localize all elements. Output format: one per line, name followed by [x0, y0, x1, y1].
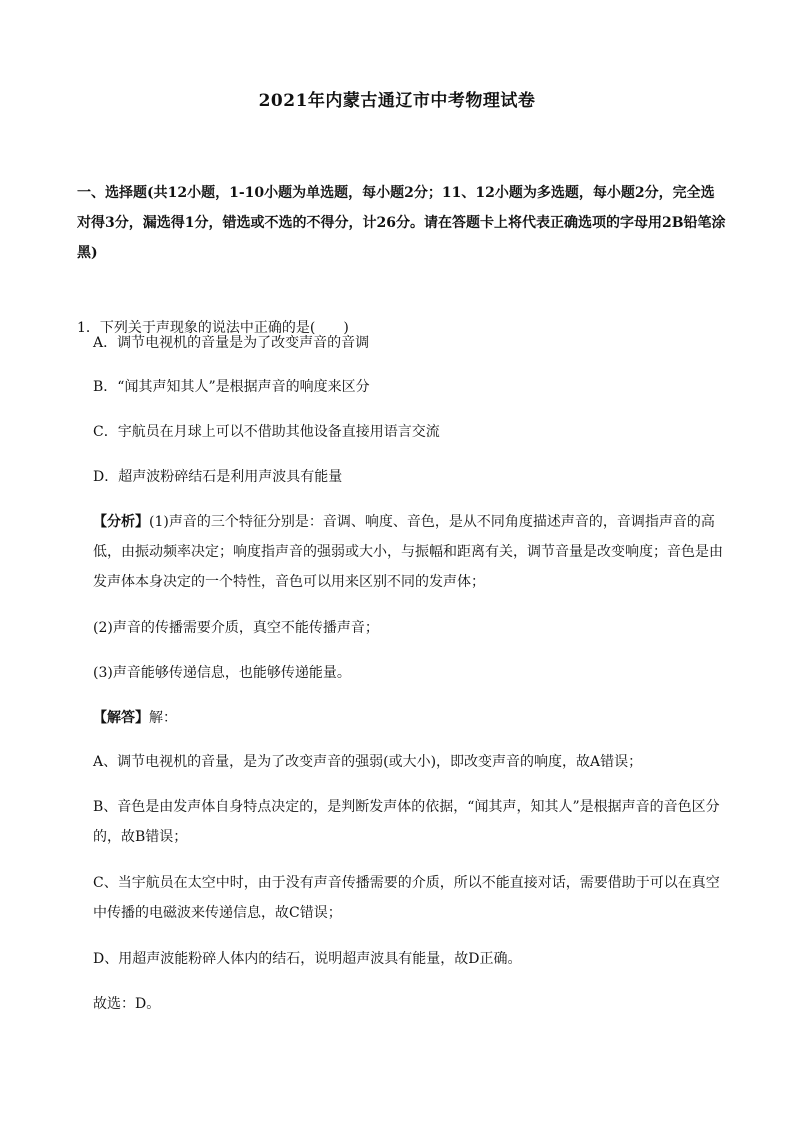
analysis-paragraph-1 [93, 507, 733, 597]
analysis-paragraph-3: (3)声音能够传递信息，也能够传递能量。 [93, 665, 351, 681]
analysis-tag: 【分析】 [93, 514, 149, 530]
question-stem: 1．下列关于声现象的说法中正确的是( ) [77, 320, 349, 336]
answer-heading [93, 703, 733, 733]
answer-tag: 【解答】 [93, 710, 149, 726]
option-a: A．调节电视机的音量是为了改变声音的音调 [93, 335, 370, 351]
answer-d: D、用超声波能粉碎人体内的结石，说明超声波具有能量，故D正确。 [93, 951, 522, 967]
option-c: C．宇航员在月球上可以不借助其他设备直接用语言交流 [93, 424, 440, 440]
page-title: 2021年内蒙古通辽市中考物理试卷 [258, 91, 536, 111]
answer-b: B、音色是由发声体自身特点决定的，是判断发声体的依据，“闻其声，知其人”是根据声音的音色区分的，故B错误； [93, 799, 720, 845]
answer-c: C、当宇航员在太空中时，由于没有声音传播需要的介质，所以不能直接对话，需要借助于可以在真空中传播的电磁波来传递信息，故C错误； [93, 875, 720, 921]
section-header: 一、选择题(共12小题，1-10小题为单选题，每小题2分；11、12小题为多选题，每小题2分，完全选对得3分，漏选得1分，错选或不选的不得分，计26分。请在答题卡上将代表正确选项的字母用2B铅笔涂黑) [77, 185, 726, 261]
answer-choice: 故选：D。 [93, 996, 161, 1012]
answer-a: A、调节电视机的音量，是为了改变声音的强弱(或大小)，即改变声音的响度，故A错误； [93, 754, 643, 770]
analysis-text-1: (1)声音的三个特征分别是：音调、响度、音色，是从不同角度描述声音的，音调指声音的高低，由振动频率决定；响度指声音的强弱或大小，与振幅和距离有关，调节音量是改变响度；音色是由发声体本身决定的一个特性，音色可以用来区别不同的发声体； [93, 514, 723, 590]
answer-intro: 解： [149, 710, 177, 726]
option-b: B．“闻其声知其人”是根据声音的响度来区分 [93, 379, 370, 395]
option-d: D．超声波粉碎结石是利用声波具有能量 [93, 469, 343, 485]
analysis-paragraph-2: (2)声音的传播需要介质，真空不能传播声音； [93, 620, 379, 636]
